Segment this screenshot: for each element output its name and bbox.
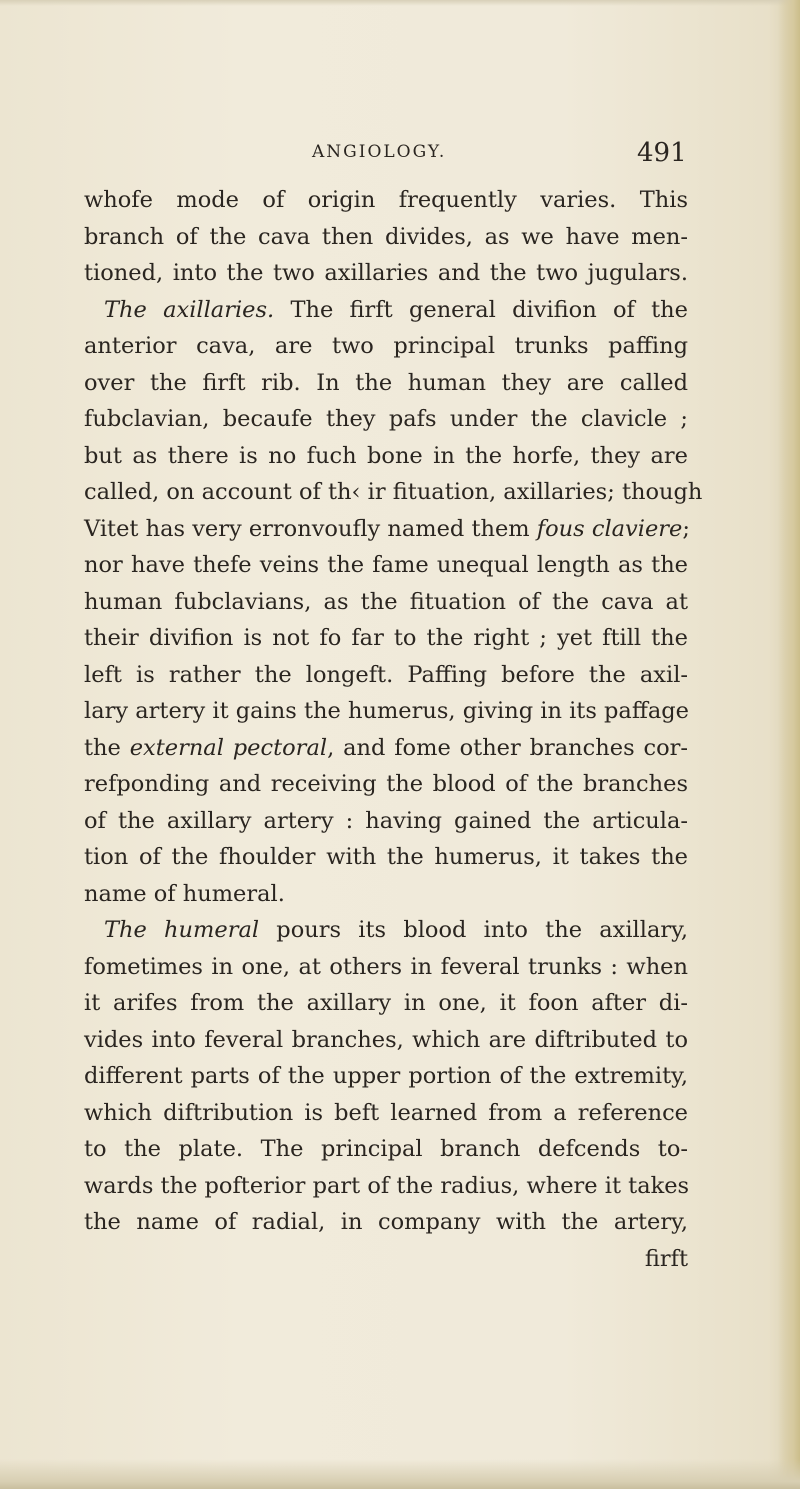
text-run: of the axillary artery : having gained the articula- — [84, 807, 688, 834]
text-line — [84, 547, 688, 584]
text-run: it arifes from the axillary in one, it foon after di- — [84, 990, 688, 1016]
text-line — [84, 876, 688, 913]
text-run: human fubclavians, as the fituation of the cava at — [84, 588, 688, 615]
text-run: ; — [682, 515, 690, 542]
text-line — [84, 1168, 688, 1205]
body-text — [84, 182, 703, 1277]
text-run: Vitet has very erronvoufly named them — [84, 515, 537, 542]
text-run: but as there is no fuch bone in the horfe, they are — [84, 442, 688, 469]
text-line — [84, 657, 688, 694]
text-line — [84, 839, 688, 876]
text-run: tioned, into the two axillaries and the two jugulars. — [84, 260, 688, 286]
text-line — [84, 438, 688, 475]
text-run: to the plate. The principal branch defcends to- — [84, 1136, 688, 1162]
text-line — [84, 912, 688, 949]
running-head: ANGIOLOGY. — [312, 142, 447, 162]
italic-run: The humeral — [104, 917, 260, 943]
page-header — [0, 138, 800, 182]
text-line — [84, 182, 688, 219]
page-number: 491 — [637, 138, 687, 168]
text-run: name of humeral. — [84, 880, 285, 907]
text-run: over the firft rib. In the human they are called — [84, 369, 688, 396]
text-run: branch of the cava then divides, as we have men- — [84, 223, 688, 250]
text-line — [84, 1204, 688, 1241]
text-run: left is rather the longeft. Paffing before the axil- — [84, 661, 688, 688]
text-run: lary artery it gains the humerus, giving in its paffage — [84, 698, 689, 724]
text-run: fubclavian, becaufe they pafs under the clavicle ; — [84, 406, 688, 432]
text-run: different parts of the upper portion of the extremity, — [84, 1063, 688, 1089]
text-run: fometimes in one, at others in feveral trunks : when — [84, 953, 688, 980]
text-line — [84, 1095, 688, 1132]
text-line — [84, 255, 688, 292]
text-run: firft — [644, 1245, 688, 1272]
italic-run: fous claviere — [536, 515, 683, 542]
text-line — [84, 803, 688, 840]
text-line — [84, 328, 688, 365]
text-line — [84, 1058, 688, 1095]
text-run: refponding and receiving the blood of the branches — [84, 771, 688, 797]
text-line — [84, 584, 688, 621]
text-line — [84, 292, 688, 329]
page-edge-top — [0, 0, 800, 6]
text-run: anterior cava, are two principal trunks paffing — [84, 333, 688, 359]
italic-run: external pectoral — [129, 734, 328, 761]
text-run: wards the pofterior part of the radius, where it takes — [84, 1172, 690, 1199]
text-line — [84, 1022, 688, 1059]
text-run: the name of radial, in company with the artery, — [84, 1209, 688, 1235]
text-run: their divifion is not fo far to the right ; yet ftill the — [84, 625, 688, 651]
text-run: whofe mode of origin frequently varies. This — [84, 187, 688, 213]
text-run: called, on account of th‹ ir fituation, axillaries; though — [84, 479, 703, 505]
text-line — [84, 401, 688, 438]
text-line — [84, 511, 688, 548]
text-run: the — [84, 734, 130, 761]
text-line — [84, 1131, 688, 1168]
text-line — [84, 985, 688, 1022]
text-line — [84, 1241, 688, 1278]
page-edge-bottom — [0, 1459, 800, 1489]
text-line — [84, 219, 688, 256]
text-line — [84, 474, 703, 511]
text-run: pours its blood into the axillary, — [259, 917, 688, 943]
text-run: which diftribution is beft learned from a reference — [84, 1099, 688, 1126]
text-run: vides into feveral branches, which are diftributed to — [84, 1026, 688, 1053]
text-run: , and fome other branches cor- — [327, 734, 688, 761]
text-line — [84, 365, 688, 402]
text-run: tion of the fhoulder with the humerus, it takes the — [84, 844, 688, 870]
text-run: The firft general divifion of the — [274, 296, 688, 323]
page-edge-right — [778, 0, 800, 1489]
text-line — [84, 693, 688, 730]
text-run: nor have thefe veins the fame unequal length as the — [84, 552, 688, 578]
text-line — [84, 766, 688, 803]
text-line — [84, 620, 688, 657]
italic-run: The axillaries. — [104, 296, 275, 323]
text-line — [84, 730, 688, 767]
text-line — [84, 949, 688, 986]
